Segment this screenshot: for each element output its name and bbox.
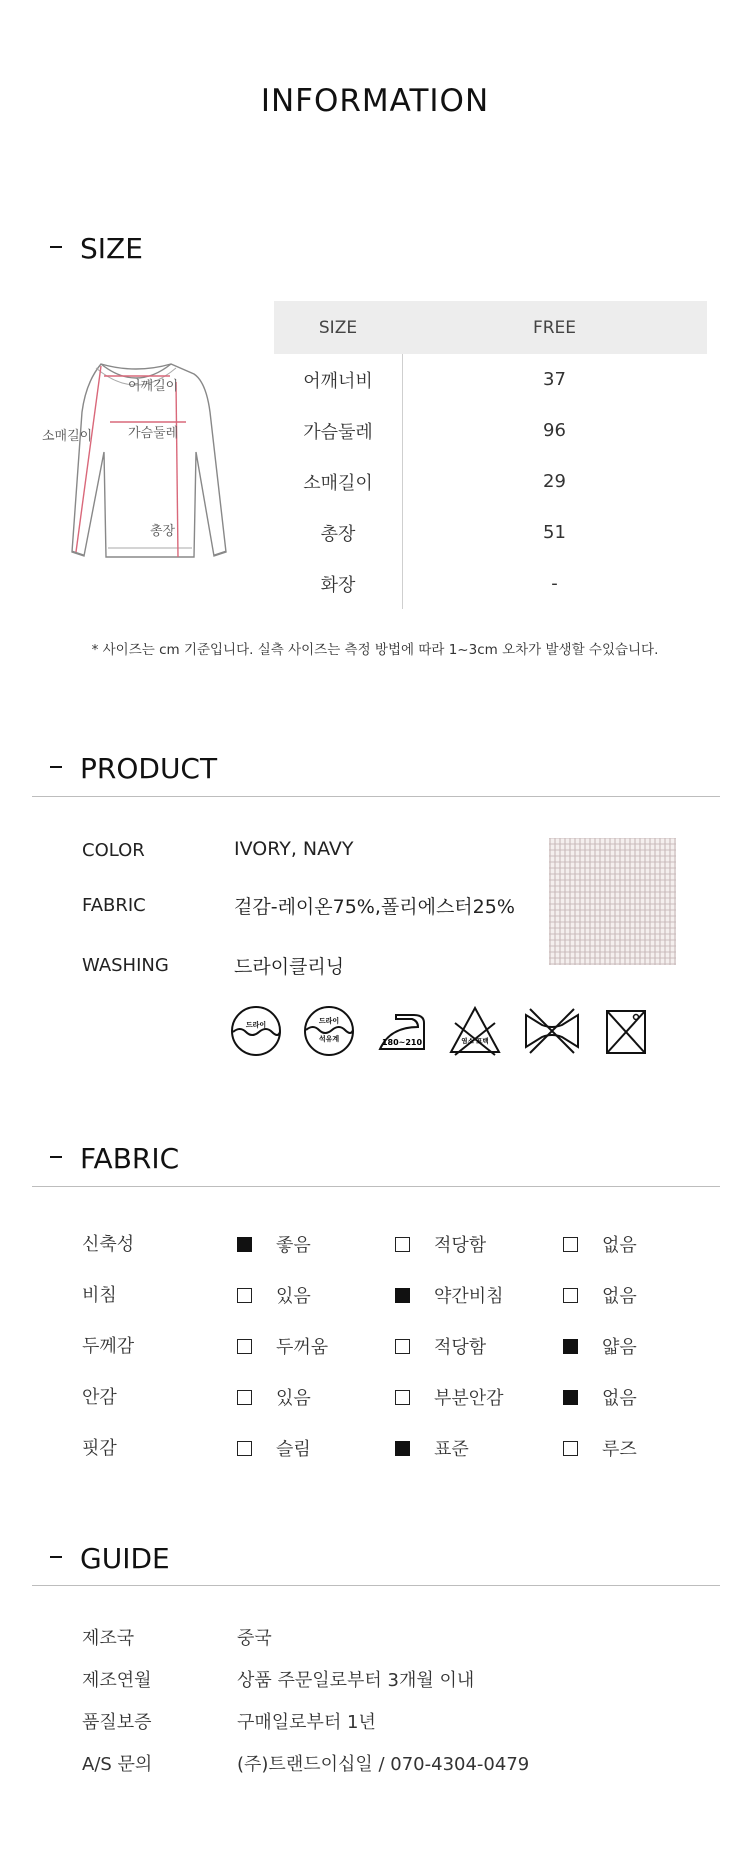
- fabric-option-label: 적당함: [434, 1337, 487, 1358]
- care-icons: [230, 1005, 649, 1057]
- fabric-option-label: 부분안감: [434, 1388, 504, 1409]
- section-dash: [50, 766, 62, 768]
- guide-label: A/S 문의: [82, 1754, 153, 1775]
- fabric-option: [563, 1282, 637, 1308]
- unchecked-box-icon: [237, 1441, 252, 1456]
- section-dash: [50, 1556, 62, 1558]
- product-color-value: IVORY, NAVY: [234, 838, 354, 860]
- size-row-label: 가슴둘레: [303, 421, 373, 443]
- fabric-option: [563, 1333, 637, 1359]
- table-row: [274, 354, 707, 405]
- fabric-option: [237, 1333, 328, 1359]
- unchecked-box-icon: [563, 1237, 578, 1252]
- svg-text:드라이: 드라이: [245, 1021, 267, 1029]
- fabric-option-label: 없음: [602, 1286, 637, 1307]
- fabric-option: [395, 1435, 469, 1461]
- product-color-label: COLOR: [82, 840, 145, 861]
- fabric-option: [563, 1384, 637, 1410]
- size-table: [274, 301, 707, 609]
- bleach-icon: [449, 1005, 501, 1057]
- fabric-option-label: 있음: [276, 1286, 311, 1307]
- fabric-option-label: 있음: [276, 1388, 311, 1409]
- section-title-size: [50, 232, 143, 265]
- size-diagram: [36, 352, 261, 572]
- dry-clean-petroleum-icon: [303, 1005, 355, 1057]
- section-title-product: [50, 752, 217, 785]
- guide-value: 상품 주문일로부터 3개월 이내: [237, 1670, 475, 1691]
- svg-text:드라이: 드라이: [318, 1017, 340, 1025]
- no-wring-icon: [522, 1005, 582, 1057]
- fabric-option: [563, 1435, 637, 1461]
- diagram-label-sleeve: 소매길이: [42, 429, 93, 444]
- fabric-option: [237, 1435, 311, 1461]
- no-tumble-dry-icon: [603, 1005, 649, 1057]
- size-row-value: 29: [543, 471, 566, 492]
- svg-text:염소 표백: 염소 표백: [461, 1037, 489, 1045]
- table-row: [274, 558, 707, 609]
- size-table-header: [274, 301, 707, 354]
- section-title-fabric-text: FABRIC: [80, 1142, 180, 1175]
- size-table-divider: [402, 354, 403, 609]
- fabric-option-label: 두꺼움: [276, 1337, 329, 1358]
- table-row: [274, 405, 707, 456]
- checked-box-icon: [563, 1339, 578, 1354]
- size-note: * 사이즈는 cm 기준입니다. 실측 사이즈는 측정 방법에 따라 1~3cm 오차가 발생할 수있습니다.: [91, 642, 659, 658]
- fabric-option-label: 표준: [434, 1439, 469, 1460]
- dry-clean-icon: [230, 1005, 282, 1057]
- checked-box-icon: [563, 1390, 578, 1405]
- table-row: [274, 507, 707, 558]
- size-row-label: 총장: [320, 523, 356, 545]
- section-dash: [50, 246, 62, 248]
- fabric-option: [237, 1282, 311, 1308]
- fabric-option-label: 적당함: [434, 1235, 487, 1256]
- fabric-option-label: 슬림: [276, 1439, 311, 1460]
- size-row-value: -: [551, 573, 558, 594]
- section-divider: [32, 1585, 720, 1586]
- fabric-option-label: 약간비침: [434, 1286, 504, 1307]
- table-row: [274, 456, 707, 507]
- guide-label: 품질보증: [82, 1712, 152, 1733]
- size-row-label: 어깨너비: [303, 370, 373, 392]
- section-title-guide: [50, 1542, 170, 1575]
- unchecked-box-icon: [563, 1441, 578, 1456]
- section-dash: [50, 1156, 62, 1158]
- unchecked-box-icon: [237, 1339, 252, 1354]
- unchecked-box-icon: [563, 1288, 578, 1303]
- section-title-product-text: PRODUCT: [80, 752, 218, 785]
- fabric-option-label: 루즈: [602, 1439, 637, 1460]
- size-row-value: 96: [543, 420, 566, 441]
- fabric-row-label: 안감: [82, 1387, 117, 1408]
- page-title: INFORMATION: [260, 83, 490, 119]
- product-fabric-value: 겉감-레이온75%,폴리에스터25%: [234, 896, 515, 918]
- fabric-option-label: 얇음: [602, 1337, 637, 1358]
- product-washing-value: 드라이클리닝: [234, 956, 345, 978]
- fabric-option: [395, 1384, 504, 1410]
- fabric-row-label: 두께감: [82, 1336, 135, 1357]
- size-row-label: 화장: [320, 574, 356, 596]
- size-header-size: SIZE: [318, 317, 358, 338]
- guide-value: (주)트랜드이십일 / 070-4304-0479: [237, 1754, 530, 1775]
- section-divider: [32, 796, 720, 797]
- fabric-swatch-image: [549, 838, 676, 965]
- svg-text:180~210: 180~210: [381, 1038, 423, 1047]
- fabric-option: [395, 1333, 486, 1359]
- fabric-option-label: 없음: [602, 1235, 637, 1256]
- diagram-label-chest: 가슴둘레: [128, 426, 179, 441]
- svg-text:석유계: 석유계: [318, 1035, 340, 1043]
- size-header-free: FREE: [532, 317, 577, 338]
- size-row-value: 37: [543, 369, 566, 390]
- fabric-option: [237, 1231, 311, 1257]
- checked-box-icon: [237, 1237, 252, 1252]
- diagram-label-shoulder: 어깨길이: [128, 379, 179, 394]
- fabric-row-label: 신축성: [82, 1234, 135, 1255]
- unchecked-box-icon: [395, 1390, 410, 1405]
- diagram-label-length: 총장: [150, 524, 176, 539]
- guide-label: 제조국: [82, 1628, 135, 1649]
- size-table-body: [274, 354, 707, 609]
- product-washing-label: WASHING: [82, 955, 169, 976]
- fabric-option: [237, 1384, 311, 1410]
- checked-box-icon: [395, 1441, 410, 1456]
- iron-icon: [376, 1005, 428, 1057]
- section-title-size-text: SIZE: [80, 232, 143, 265]
- fabric-option-label: 없음: [602, 1388, 637, 1409]
- size-row-label: 소매길이: [303, 472, 373, 494]
- fabric-row-label: 비침: [82, 1285, 117, 1306]
- guide-value: 중국: [237, 1628, 272, 1649]
- unchecked-box-icon: [395, 1237, 410, 1252]
- unchecked-box-icon: [237, 1390, 252, 1405]
- section-divider: [32, 1186, 720, 1187]
- product-fabric-label: FABRIC: [82, 895, 146, 916]
- size-row-value: 51: [543, 522, 566, 543]
- checked-box-icon: [395, 1288, 410, 1303]
- guide-value: 구매일로부터 1년: [237, 1712, 376, 1733]
- unchecked-box-icon: [395, 1339, 410, 1354]
- fabric-row-label: 핏감: [82, 1438, 117, 1459]
- section-title-guide-text: GUIDE: [80, 1542, 170, 1575]
- fabric-option-label: 좋음: [276, 1235, 311, 1256]
- section-title-fabric: [50, 1142, 179, 1175]
- guide-label: 제조연월: [82, 1670, 152, 1691]
- fabric-option: [395, 1231, 486, 1257]
- fabric-option: [563, 1231, 637, 1257]
- fabric-option: [395, 1282, 504, 1308]
- unchecked-box-icon: [237, 1288, 252, 1303]
